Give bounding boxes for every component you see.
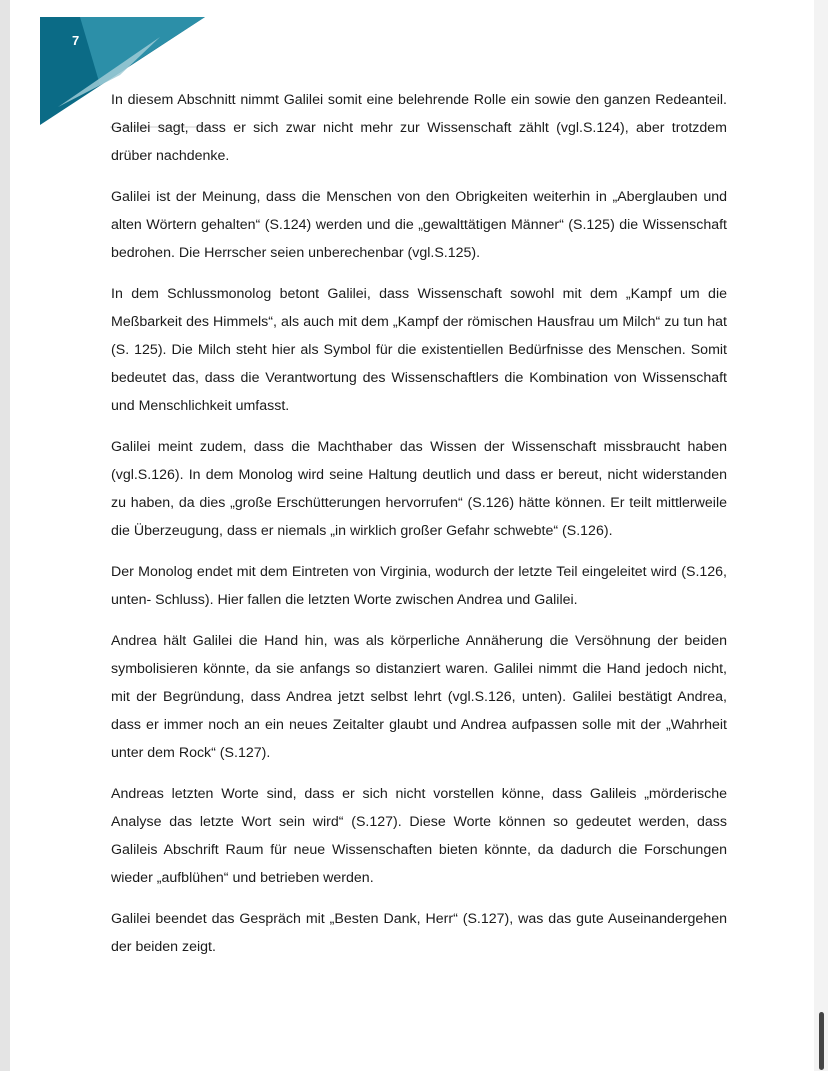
paragraph: In dem Schlussmonolog betont Galilei, dass Wissenschaft sowohl mit dem „Kampf um die Meßbarkeit des Himmels“, als auch mit dem „Kampf der römischen Hausfrau um Milch“ zu tun hat (S. 125). Die Milch steht hier als Symbol für die existentiellen Bedürfnisse des Menschen. Somit bedeutet das, dass die Verantwortung des Wissenschaftlers die Kombination von Wissenschaft und Menschlichkeit umfasst. — [111, 286, 727, 414]
paragraph: Galilei meint zudem, dass die Machthaber das Wissen der Wissenschaft missbraucht haben (vgl.S.126). In dem Monolog wird seine Haltung deutlich und dass er bereut, nicht widerstanden zu haben, da dies „große Erschütterungen hervorrufen“ (S.126) hätte können. Er teilt mittlerweile die Überzeugung, dass er niemals „in wirklich großer Gefahr schwebte“ (S.126). — [111, 439, 727, 539]
paragraph: Galilei ist der Meinung, dass die Menschen von den Obrigkeiten weiterhin in „Aberglauben und alten Wörtern gehalten“ (S.124) werden und die „gewalttätigen Männer“ (S.125) die Wissenschaft bedrohen. Die Herrscher seien unberechenbar (vgl.S.125). — [111, 189, 727, 261]
paragraph: In diesem Abschnitt nimmt Galilei somit eine belehrende Rolle ein sowie den ganzen Redeanteil. Galilei sagt, dass er sich zwar nicht mehr zur Wissenschaft zählt (vgl.S.124), aber trotzdem drüber nachdenke. — [111, 92, 727, 164]
document-body — [111, 86, 727, 974]
paragraph: Andrea hält Galilei die Hand hin, was als körperliche Annäherung die Versöhnung der beiden symbolisieren könnte, da sie anfangs so distanziert waren. Galilei nimmt die Hand jedoch nicht, mit der Begründung, dass Andrea jetzt selbst lehrt (vgl.S.126, unten). Galilei bestätigt Andrea, dass er immer noch an ein neues Zeitalter glaubt und Andrea aufpassen solle mit der „Wahrheit unter dem Rock“ (S.127). — [111, 633, 727, 761]
viewer-frame-left — [0, 0, 10, 1071]
viewer-frame-right — [814, 0, 828, 1071]
document-page[interactable] — [10, 0, 814, 1071]
paragraph: Der Monolog endet mit dem Eintreten von Virginia, wodurch der letzte Teil eingeleitet wird (S.126, unten- Schluss). Hier fallen die letzten Worte zwischen Andrea und Galilei. — [111, 564, 727, 608]
page-number: 7 — [72, 33, 80, 48]
paragraph: Andreas letzten Worte sind, dass er sich nicht vorstellen könne, dass Galileis „mörderische Analyse das letzte Wort sein wird“ (S.127). Diese Worte können so gedeutet werden, dass Galileis Abschrift Raum für neue Wissenschaften bieten könnte, da dadurch die Forschungen wieder „aufblühen“ und betrieben werden. — [111, 786, 727, 886]
paragraph: Galilei beendet das Gespräch mit „Besten Dank, Herr“ (S.127), was das gute Auseinandergehen der beiden zeigt. — [111, 911, 727, 955]
scrollbar-thumb[interactable] — [819, 1012, 824, 1070]
